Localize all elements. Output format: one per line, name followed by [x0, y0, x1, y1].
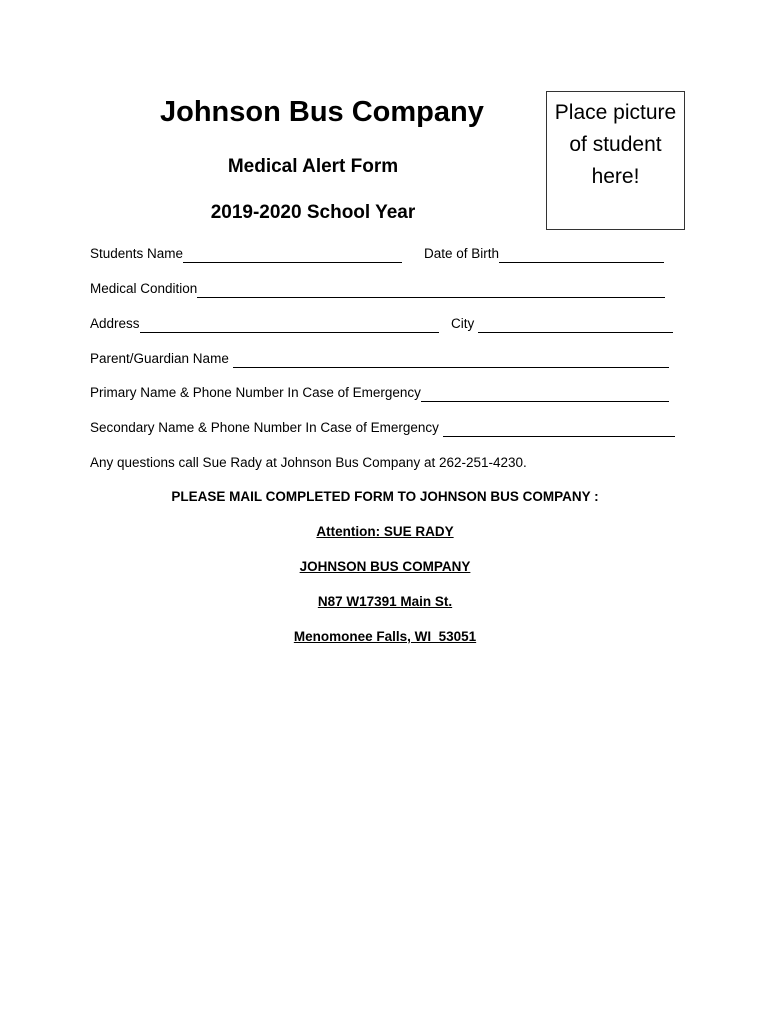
student-photo-box — [546, 91, 685, 230]
street-text: N87 W17391 Main St. — [317, 594, 453, 609]
secondary-emergency-label: Secondary Name & Phone Number In Case of Emergency — [90, 420, 439, 435]
mailing-street — [0, 594, 770, 609]
city-field[interactable] — [478, 318, 673, 333]
parent-guardian-field[interactable] — [233, 353, 669, 368]
primary-emergency-row — [90, 384, 669, 402]
mailing-instruction: PLEASE MAIL COMPLETED FORM TO JOHNSON BUS COMPANY : — [171, 489, 599, 504]
company-text: JOHNSON BUS COMPANY — [299, 559, 471, 574]
secondary-emergency-field[interactable] — [443, 422, 675, 437]
date-of-birth-label: Date of Birth — [424, 246, 500, 261]
secondary-emergency-row — [90, 419, 675, 437]
parent-guardian-row — [90, 350, 669, 368]
photo-box-line-3: here! — [591, 165, 640, 188]
medical-condition-label: Medical Condition — [90, 281, 198, 296]
medical-condition-field[interactable] — [197, 283, 665, 298]
school-year: 2019-2020 School Year — [210, 202, 416, 223]
city-label: City — [451, 316, 475, 331]
city-state-zip-text: Menomonee Falls, WI 53051 — [293, 629, 477, 644]
mailing-attention — [0, 524, 770, 539]
student-name-field[interactable] — [183, 248, 402, 263]
contact-note: Any questions call Sue Rady at Johnson Bus Company at 262-251-4230. — [90, 455, 527, 470]
company-title: Johnson Bus Company — [160, 96, 484, 128]
student-name-row — [90, 245, 402, 263]
primary-emergency-field[interactable] — [421, 387, 669, 402]
primary-emergency-label: Primary Name & Phone Number In Case of Emergency — [90, 385, 421, 400]
parent-guardian-label: Parent/Guardian Name — [90, 351, 229, 366]
attention-text: Attention: SUE RADY — [316, 524, 454, 539]
city-row — [451, 315, 673, 333]
address-row — [90, 315, 439, 333]
mailing-city-state-zip — [0, 629, 770, 644]
form-title: Medical Alert Form — [227, 156, 399, 177]
date-of-birth-field[interactable] — [499, 248, 664, 263]
address-field[interactable] — [140, 318, 439, 333]
date-of-birth-row — [424, 245, 664, 263]
medical-condition-row — [90, 280, 665, 298]
photo-box-line-2: of student — [569, 133, 662, 156]
student-name-label: Students Name — [90, 246, 184, 261]
mailing-company — [0, 559, 770, 574]
address-label: Address — [90, 316, 140, 331]
photo-box-line-1: Place picture — [554, 101, 677, 124]
